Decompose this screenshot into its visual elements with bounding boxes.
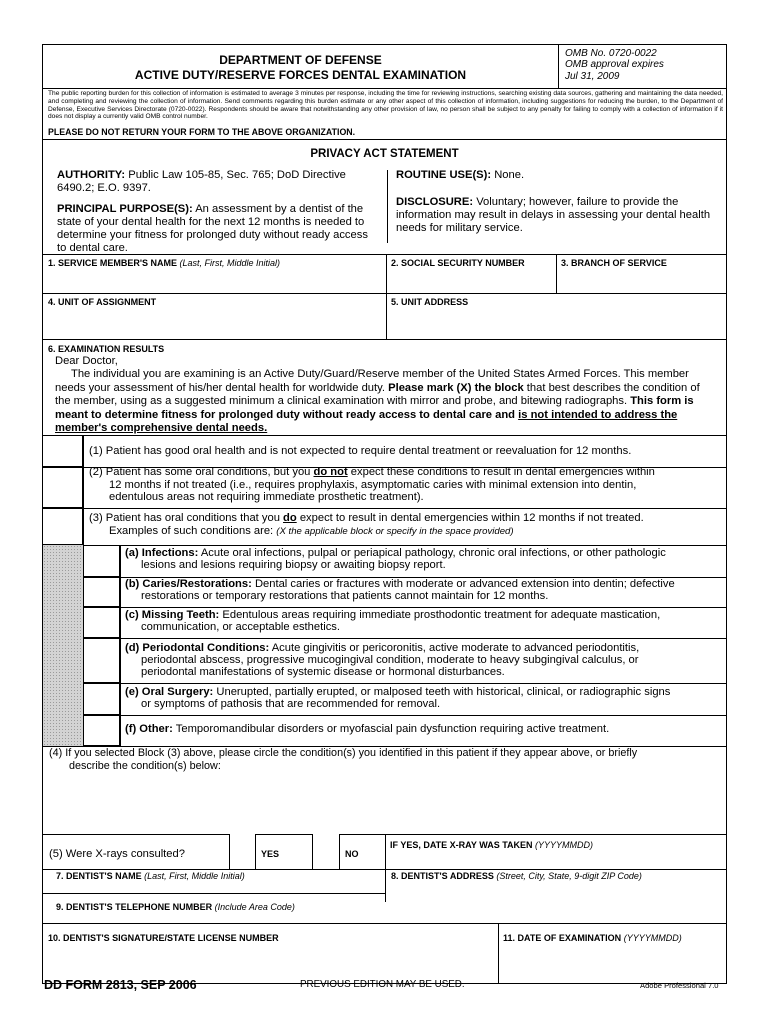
dentist-phone-field[interactable] bbox=[56, 902, 295, 913]
option-3-text bbox=[89, 512, 719, 538]
exam-date-hint: (YYYYMMDD) bbox=[623, 933, 682, 943]
disclosure-statement bbox=[396, 196, 716, 235]
do-not-return-notice: PLEASE DO NOT RETURN YOUR FORM TO THE ABOVE ORGANIZATION. bbox=[48, 127, 356, 137]
dentist-name-field[interactable] bbox=[56, 871, 245, 882]
sub-b-line-1 bbox=[125, 578, 725, 590]
department-heading: DEPARTMENT OF DEFENSE bbox=[219, 53, 382, 67]
sub-d-label: (d) Periodontal Conditions: bbox=[125, 642, 270, 654]
sub-e-line-2: or symptoms of pathosis that are recommended for removal. bbox=[141, 698, 441, 710]
sub-c-label: (c) Missing Teeth: bbox=[125, 609, 220, 621]
option-2-text bbox=[89, 466, 719, 504]
omb-expiration-date: Jul 31, 2009 bbox=[565, 71, 620, 82]
principal-purpose-statement bbox=[57, 203, 379, 255]
sub-e-line-1 bbox=[125, 686, 725, 698]
opt3-b: expect to result in dental emergencies within 12 months if not treated. bbox=[299, 512, 644, 524]
option-1-checkbox[interactable] bbox=[43, 435, 83, 467]
sub-a-line-1 bbox=[125, 547, 725, 559]
xray-date-field[interactable] bbox=[390, 840, 593, 851]
authority-statement bbox=[57, 169, 377, 195]
sub-c-text bbox=[125, 609, 725, 633]
routine-use-statement bbox=[396, 169, 716, 182]
purpose-label: PRINCIPAL PURPOSE(S): bbox=[57, 203, 193, 215]
form-title: ACTIVE DUTY/RESERVE FORCES DENTAL EXAMINATION bbox=[134, 68, 467, 82]
option-3-line-2 bbox=[89, 525, 719, 538]
exam-date-field[interactable] bbox=[503, 933, 682, 944]
examination-results-label: 6. EXAMINATION RESULTS bbox=[48, 344, 165, 354]
disclosure-text: Voluntary; however, failure to provide the information may result in delays in assessing your dental health needs for military service. bbox=[396, 196, 711, 234]
intro-text-2c: that best describes the condition of bbox=[526, 381, 700, 394]
sub-f-text bbox=[125, 723, 725, 736]
sub-c-desc: Edentulous areas requiring immediate prosthodontic treatment for adequate mastication, bbox=[222, 609, 661, 621]
authority-label: AUTHORITY: bbox=[57, 169, 126, 181]
dentist-signature-field[interactable]: 10. DENTIST'S SIGNATURE/STATE LICENSE NUMBER bbox=[48, 933, 279, 943]
form-identifier: DD FORM 2813, SEP 2006 bbox=[44, 978, 197, 992]
intro-line-5: member's comprehensive dental needs. bbox=[55, 422, 268, 435]
xray-date-hint: (YYYYMMDD) bbox=[535, 840, 594, 850]
unit-address-field[interactable]: 5. UNIT ADDRESS bbox=[391, 297, 469, 307]
sub-a-text bbox=[125, 547, 725, 571]
sub-b-line-2: restorations or temporary restorations that patients cannot maintain for 12 months. bbox=[141, 590, 549, 602]
sub-a-desc: Acute oral infections, pulpal or periapical pathology, chronic oral infections, or other pathologic bbox=[200, 547, 666, 559]
no-label: NO bbox=[345, 849, 359, 859]
sub-f-checkbox[interactable] bbox=[83, 715, 120, 746]
dentist-name-label: 7. DENTIST'S NAME bbox=[56, 871, 142, 881]
branch-of-service-field[interactable]: 3. BRANCH OF SERVICE bbox=[561, 258, 667, 268]
exam-date-label: 11. DATE OF EXAMINATION bbox=[503, 933, 622, 943]
xray-no-checkbox[interactable] bbox=[312, 834, 340, 869]
option-3-checkbox[interactable] bbox=[43, 508, 83, 545]
option-2-line-3: edentulous areas not requiring immediate prosthetic treatment). bbox=[109, 491, 424, 504]
intro-text-4b: is not intended to address the bbox=[518, 408, 678, 421]
sub-f-desc: Temporomandibular disorders or myofascial pain dysfunction requiring active treatment. bbox=[175, 723, 610, 735]
mark-block-emphasis: Please mark (X) the block bbox=[388, 381, 524, 394]
sub-b-label: (b) Caries/Restorations: bbox=[125, 578, 252, 590]
shaded-margin bbox=[43, 545, 83, 746]
sub-f-label: (f) Other: bbox=[125, 723, 173, 735]
dentist-address-field[interactable] bbox=[391, 871, 642, 882]
sub-a-checkbox[interactable] bbox=[83, 545, 120, 577]
yes-label: YES bbox=[261, 849, 280, 859]
intro-text-4: meant to determine fitness for prolonged duty without ready access to dental care and bbox=[55, 408, 516, 421]
ssn-field[interactable]: 2. SOCIAL SECURITY NUMBER bbox=[391, 258, 525, 268]
disclosure-label: DISCLOSURE: bbox=[396, 196, 474, 208]
xray-date-label: IF YES, DATE X-RAY WAS TAKEN bbox=[390, 840, 533, 850]
sub-e-checkbox[interactable] bbox=[83, 683, 120, 715]
option-3-line-1 bbox=[89, 512, 719, 525]
sub-b-desc: Dental caries or fractures with moderate or advanced extension into dentin; defective bbox=[254, 578, 675, 590]
q4-line-2: describe the condition(s) below: bbox=[69, 759, 221, 772]
intro-line-1: The individual you are examining is an Active Duty/Guard/Reserve member of the United States Armed Forces. This member bbox=[71, 368, 689, 380]
service-member-name-field[interactable] bbox=[48, 258, 280, 269]
software-note: Adobe Professional 7.0 bbox=[640, 981, 719, 990]
member-name-hint: (Last, First, Middle Initial) bbox=[179, 258, 281, 268]
xray-yes-checkbox[interactable] bbox=[229, 834, 256, 869]
purpose-text: An assessment by a dentist of the state of your dental health for the next 12 months is needed to determine your fitness for prolonged duty without ready access to dental care. bbox=[57, 203, 368, 254]
opt3-line2-text: Examples of such conditions are: bbox=[109, 525, 274, 537]
sub-e-label: (e) Oral Surgery: bbox=[125, 686, 214, 698]
opt3-hint: (X the applicable block or specify in the space provided) bbox=[276, 526, 514, 537]
burden-statement: The public reporting burden for this collection of information is estimated to average 3 minutes per response, including the time for reviewing instructions, searching existing data sources, gathering and maintaining the data needed, and completing and reviewing the collection of information. Send comments regarding this burden estimate or any other aspect of this collection of information, including suggestions for reducing the burden, to the Department of Defense, Executive Services Directorate (0720-0022). Respondents should be aware that notwithstanding any other provision of law, no person shall be subject to any penalty for failing to comply with a collection of information if it does not display a currently valid OMB control number. bbox=[48, 90, 723, 121]
sub-a-label: (a) Infections: bbox=[125, 547, 199, 559]
salutation: Dear Doctor, bbox=[55, 355, 118, 367]
sub-c-checkbox[interactable] bbox=[83, 607, 120, 638]
sub-b-text bbox=[125, 578, 725, 602]
routine-text: None. bbox=[494, 169, 525, 181]
sub-c-line-1 bbox=[125, 609, 725, 621]
option-2-checkbox[interactable] bbox=[43, 467, 83, 508]
sub-d-line-1 bbox=[125, 642, 725, 654]
member-name-label: 1. SERVICE MEMBER'S NAME bbox=[48, 258, 177, 268]
q4-line-1: (4) If you selected Block (3) above, please circle the condition(s) you identified in this patient if they appear above, or briefly bbox=[49, 747, 638, 759]
previous-edition-note: PREVIOUS EDITION MAY BE USED. bbox=[300, 979, 465, 990]
omb-approval: OMB approval expires bbox=[565, 59, 664, 70]
opt3-a: (3) Patient has oral conditions that you bbox=[89, 512, 280, 524]
sub-a-line-2: lesions and lesions requiring biopsy or awaiting biopsy report. bbox=[141, 559, 446, 571]
sub-b-checkbox[interactable] bbox=[83, 577, 120, 607]
routine-label: ROUTINE USE(S): bbox=[396, 169, 492, 181]
condition-description-area[interactable] bbox=[45, 773, 723, 833]
option-1-text: (1) Patient has good oral health and is not expected to require dental treatment or reevaluation for 12 months. bbox=[89, 445, 632, 457]
opt2-emphasis: do not bbox=[313, 466, 348, 478]
dentist-phone-hint: (Include Area Code) bbox=[214, 902, 295, 912]
omb-number: OMB No. 0720-0022 bbox=[565, 48, 657, 59]
opt3-emphasis: do bbox=[283, 512, 297, 524]
intro-text-3b: This form is bbox=[630, 395, 694, 408]
question-4 bbox=[49, 747, 719, 772]
option-2-line-1 bbox=[89, 466, 719, 479]
opt2-a: (2) Patient has some oral conditions, but you bbox=[89, 466, 311, 478]
intro-text-2: needs your assessment of his/her dental health for worldwide duty. bbox=[55, 381, 386, 394]
opt2-b: expect these conditions to result in dental emergencies within bbox=[350, 466, 655, 478]
sub-d-checkbox[interactable] bbox=[83, 638, 120, 683]
header-divider bbox=[558, 45, 559, 88]
privacy-act-heading: PRIVACY ACT STATEMENT bbox=[310, 148, 459, 160]
xray-question: (5) Were X-rays consulted? bbox=[49, 848, 185, 860]
option-2-line-2: 12 months if not treated (i.e., requires prophylaxis, asymptomatic caries with minimal extension into dentin, bbox=[109, 478, 637, 491]
exam-instructions bbox=[55, 368, 720, 436]
intro-text-3: the member, using as a suggested minimum a clinical examination with mirror and probe, and bitewing radiographs. bbox=[55, 395, 628, 408]
intro-line-2 bbox=[55, 382, 720, 396]
sub-d-line-3: periodontal manifestations of systemic disease or hormonal disturbances. bbox=[141, 666, 505, 678]
dentist-address-label: 8. DENTIST'S ADDRESS bbox=[391, 871, 494, 881]
unit-of-assignment-field[interactable]: 4. UNIT OF ASSIGNMENT bbox=[48, 297, 157, 307]
intro-line-4 bbox=[55, 409, 720, 423]
sub-e-text bbox=[125, 686, 725, 710]
sub-e-desc: Unerupted, partially erupted, or malposed teeth with historical, clinical, or radiographic signs bbox=[216, 686, 671, 698]
dentist-name-hint: (Last, First, Middle Initial) bbox=[144, 871, 245, 881]
authority-text: Public Law 105-85, Sec. 765; DoD Directive 6490.2; E.O. 9397. bbox=[57, 169, 346, 194]
sub-c-line-2: communication, or acceptable esthetics. bbox=[141, 621, 340, 633]
intro-line-3 bbox=[55, 395, 720, 409]
dentist-phone-label: 9. DENTIST'S TELEPHONE NUMBER bbox=[56, 902, 213, 912]
sub-d-desc: Acute gingivitis or pericoronitis, active moderate to advanced periodontitis, bbox=[271, 642, 640, 654]
dentist-address-hint: (Street, City, State, 9-digit ZIP Code) bbox=[496, 871, 642, 881]
sub-d-line-2: periodontal abscess, progressive mucogingival condition, moderate to heavy subgingival calculus, or bbox=[141, 654, 639, 666]
dental-exam-form bbox=[42, 44, 727, 984]
sub-d-text bbox=[125, 642, 725, 678]
